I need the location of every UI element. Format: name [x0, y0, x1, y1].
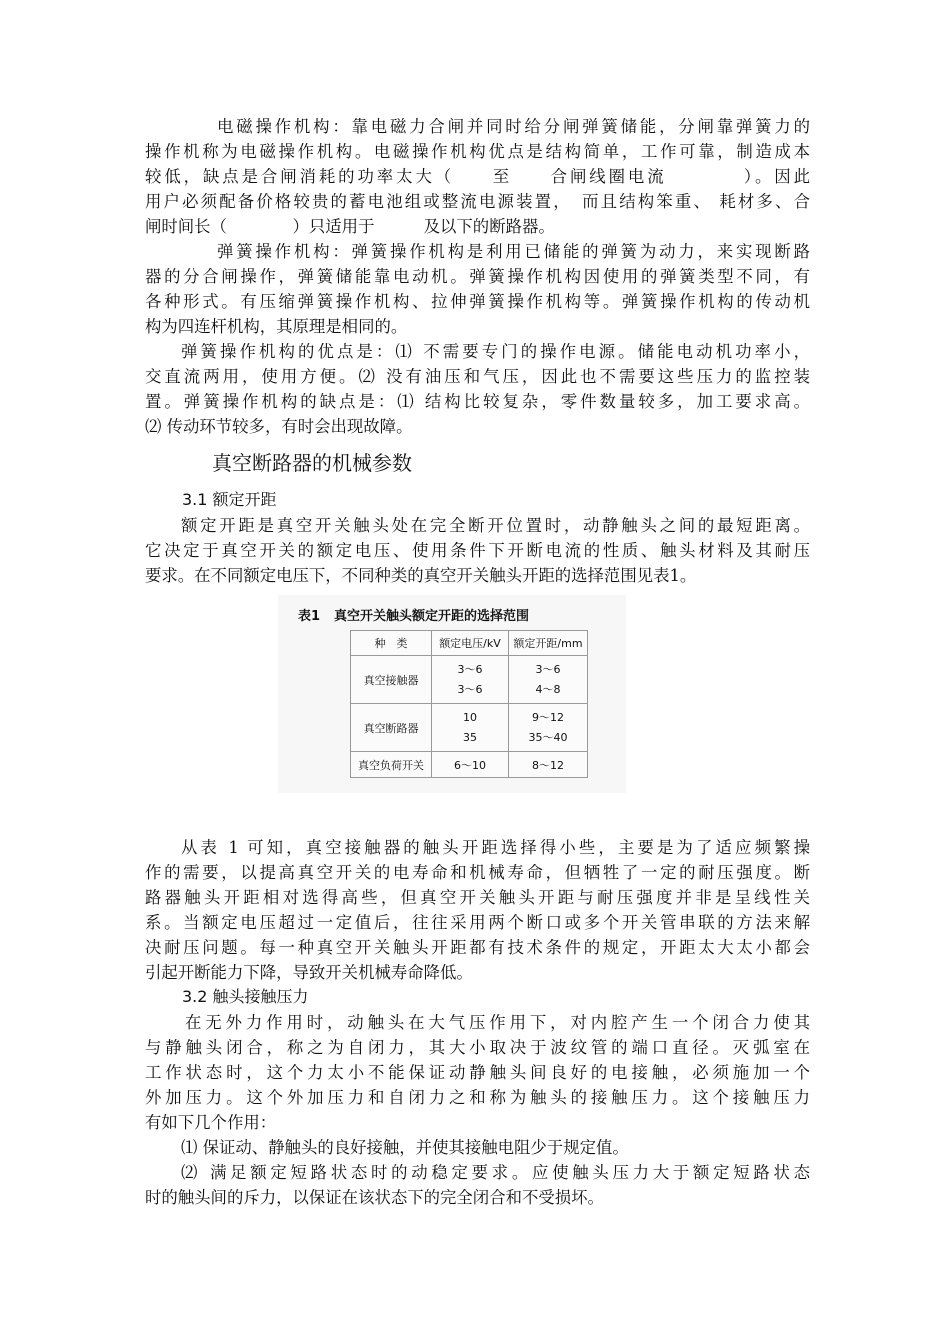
table-cell-gap: [509, 656, 588, 704]
text-line: 用户必须配备价格较贵的蓄电池组或整流电源装置， 而且结构笨重、 耗材多、合: [145, 192, 810, 211]
table-row: [351, 656, 588, 704]
text-line: 器的分合闸操作，弹簧储能靠电动机。弹簧操作机构因使用的弹簧类型不同，有: [145, 267, 810, 286]
table-cell-voltage: 6～10: [432, 752, 509, 778]
cell-value: 35: [463, 730, 477, 744]
text-line: 闸时间长（ ）只适用于 及以下的断路器。: [145, 217, 555, 236]
table-caption-text: 真空开关触头额定开距的选择范围: [334, 609, 530, 624]
table-caption: [298, 605, 529, 624]
table-cell-gap: 8～12: [509, 752, 588, 778]
cell-value: 3～6: [457, 682, 483, 696]
text-line: 工作状态时，这个力太小不能保证动静触头间良好的电接触，必须施加一个: [145, 1063, 810, 1082]
table-header-cell: 种 类: [351, 631, 432, 656]
text-line: 它决定于真空开关的额定电压、使用条件下开断电流的性质、触头材料及其耐压: [145, 541, 810, 560]
table-cell-voltage: [432, 656, 509, 704]
text-line: ⑵ 满足额定短路状态时的动稳定要求。应使触头压力大于额定短路状态: [181, 1163, 810, 1182]
cell-value: 3～6: [535, 662, 561, 676]
text-line: 构为四连杆机构，其原理是相同的。: [145, 317, 408, 336]
table-header-row: [351, 631, 588, 656]
text-line: 电磁操作机构：靠电磁力合闸并同时给分闸弹簧储能，分闸靠弹簧力的: [217, 117, 810, 136]
table-cell-type: 真空接触器: [351, 656, 432, 704]
paragraph-table-analysis: [145, 835, 810, 985]
text-line: 决耐压问题。每一种真空开关触头开距都有技术条件的规定，开距太大太小都会: [145, 938, 810, 957]
table-cell-gap: [509, 704, 588, 752]
text-line: 路器触头开距相对选得高些，但真空开关触头开距与耐压强度并非是呈线性关: [145, 888, 810, 907]
text-line: 从表 1 可知，真空接触器的触头开距选择得小些，主要是为了适应频繁操: [181, 838, 810, 857]
cell-value: 3～6: [457, 662, 483, 676]
text-line: 有如下几个作用：: [145, 1113, 277, 1132]
paragraph-spring-pros-cons: [145, 339, 810, 439]
contact-gap-table: [350, 630, 588, 778]
paragraph-rated-gap: [145, 513, 810, 588]
table-header-cell: 额定电压/kV: [432, 631, 509, 656]
text-line: ⑵ 传动环节较多，有时会出现故障。: [145, 417, 413, 436]
paragraph-spring-mechanism: [145, 239, 810, 339]
table-row: [351, 752, 588, 778]
table-figure: [278, 595, 626, 793]
text-line: 在无外力作用时，动触头在大气压作用下，对内腔产生一个闭合力使其: [185, 1013, 810, 1032]
cell-value: 35～40: [528, 730, 568, 744]
text-line: 系。当额定电压超过一定值后，往往采用两个断口或多个开关管串联的方法来解: [145, 913, 810, 932]
text-line: 与静触头闭合，称之为自闭力，其大小取决于波纹管的端口直径。灭弧室在: [145, 1038, 810, 1057]
text-line: 操作机称为电磁操作机构。电磁操作机构优点是结构简单，工作可靠，制造成本: [145, 142, 810, 161]
table-cell-type: 真空负荷开关: [351, 752, 432, 778]
text-line: 置。弹簧操作机构的缺点是：⑴ 结构比较复杂，零件数量较多，加工要求高。: [145, 392, 810, 411]
list-item-1: [145, 1135, 810, 1160]
list-item-2: [145, 1160, 810, 1210]
section-heading: 真空断路器的机械参数: [212, 451, 412, 475]
text-line: 外加压力。这个外加压力和自闭力之和称为触头的接触压力。这个接触压力: [145, 1088, 810, 1107]
text-line: 要求。在不同额定电压下，不同种类的真空开关触头开距的选择范围见表1。: [145, 566, 697, 585]
text-line: 较低，缺点是合闸消耗的功率太大（ 至 合闸线圈电流 ）。因此: [145, 167, 810, 186]
text-line: 引起开断能力下降，导致开关机械寿命降低。: [145, 963, 473, 982]
paragraph-electromagnetic-mechanism: [145, 114, 810, 239]
text-line: 交直流两用，使用方便。⑵ 没有油压和气压，因此也不需要这些压力的监控装: [145, 367, 810, 386]
text-line: 作的需要，以提高真空开关的电寿命和机械寿命，但牺牲了一定的耐压强度。断: [145, 863, 810, 882]
subsection-heading-rated-gap: 3.1 额定开距: [182, 490, 277, 509]
subsection-heading-contact-pressure: 3.2 触头接触压力: [182, 987, 309, 1006]
cell-value: 10: [463, 710, 477, 724]
cell-value: 4～8: [535, 682, 561, 696]
table-cell-type: 真空断路器: [351, 704, 432, 752]
text-line: ⑴ 保证动、静触头的良好接触，并使其接触电阻少于规定值。: [181, 1138, 629, 1157]
cell-value: 9～12: [532, 710, 564, 724]
table-header-cell: 额定开距/mm: [509, 631, 588, 656]
table-row: [351, 704, 588, 752]
text-line: 弹簧操作机构：弹簧操作机构是利用已储能的弹簧为动力，来实现断路: [217, 242, 810, 261]
text-line: 额定开距是真空开关触头处在完全断开位置时，动静触头之间的最短距离。: [181, 516, 810, 535]
text-line: 各种形式。有压缩弹簧操作机构、拉伸弹簧操作机构等。弹簧操作机构的传动机: [145, 292, 810, 311]
table-cell-voltage: [432, 704, 509, 752]
text-line: 弹簧操作机构的优点是：⑴ 不需要专门的操作电源。储能电动机功率小，: [181, 342, 810, 361]
paragraph-contact-pressure: [145, 1010, 810, 1135]
text-line: 时的触头间的斥力，以保证在该状态下的完全闭合和不受损坏。: [145, 1188, 604, 1207]
table-caption-number: 表1: [298, 609, 321, 624]
